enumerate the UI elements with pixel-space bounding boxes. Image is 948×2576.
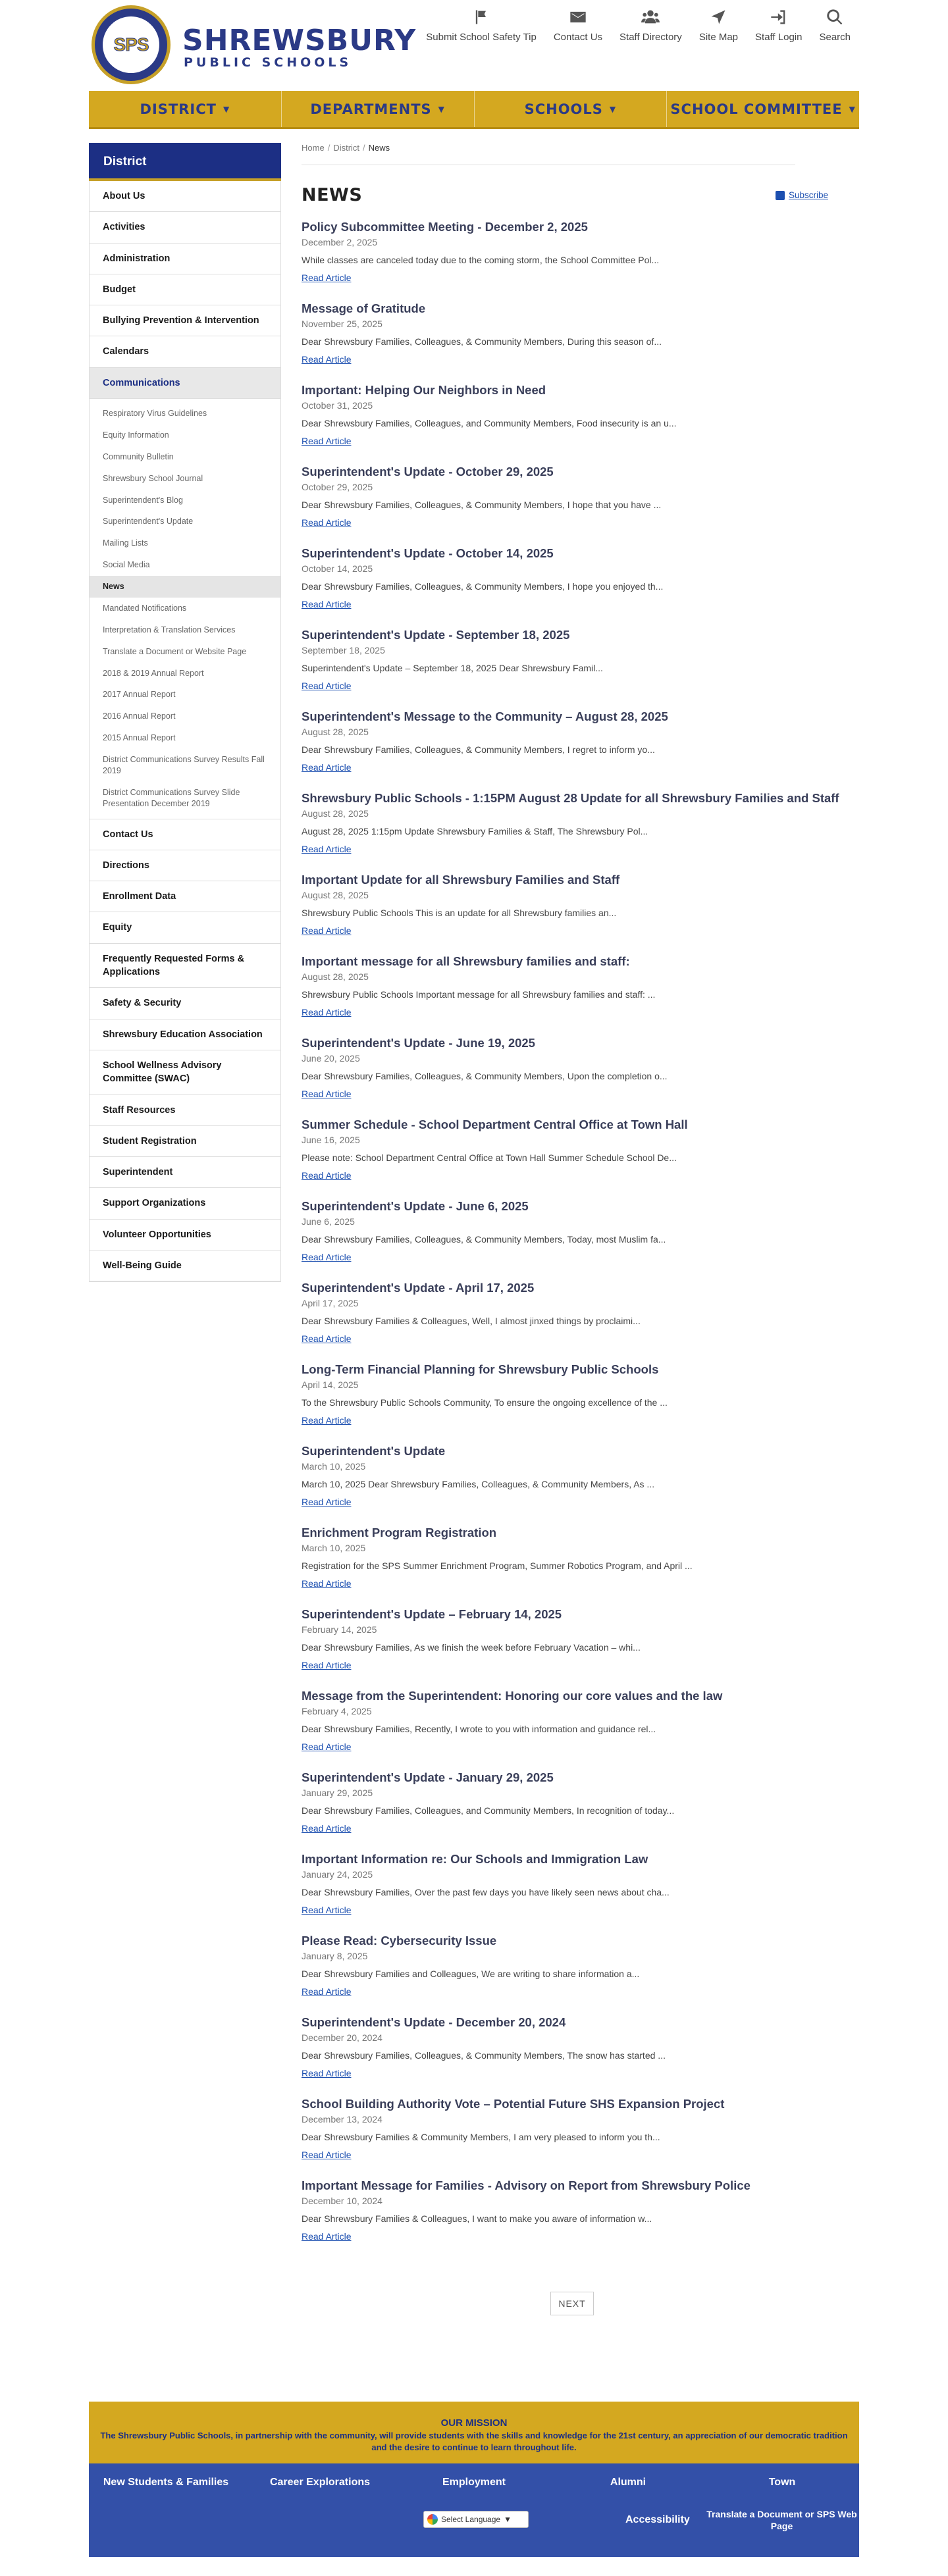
accessibility-link[interactable]: Accessibility xyxy=(625,2514,690,2525)
article-title[interactable]: Message from the Superintendent: Honoring our core values and the law xyxy=(302,1689,723,1703)
sidebar-item-sea[interactable]: Shrewsbury Education Association xyxy=(90,1019,280,1050)
subnav-item[interactable]: Interpretation & Translation Services xyxy=(103,625,236,634)
subnav-item[interactable]: Community Bulletin xyxy=(103,451,174,461)
nav-schools[interactable]: SCHOOLS ▼ xyxy=(475,91,668,127)
article-excerpt: Dear Shrewsbury Families, Over the past few days you have likely seen news about cha... xyxy=(302,1887,670,1898)
read-article-link[interactable]: Read Article xyxy=(302,762,352,773)
read-article-link[interactable]: Read Article xyxy=(302,1986,352,1997)
article-excerpt: Dear Shrewsbury Families, Colleagues, & Community Members, The snow has started ... xyxy=(302,2050,666,2061)
safety-tip-link[interactable]: Submit School Safety Tip xyxy=(417,8,545,43)
news-article xyxy=(302,2015,856,2096)
news-article xyxy=(302,872,856,954)
article-title[interactable]: Important Update for all Shrewsbury Families and Staff xyxy=(302,873,620,887)
article-date: October 14, 2025 xyxy=(302,563,373,575)
site-map-link[interactable]: Site Map xyxy=(691,8,747,43)
subnav-item[interactable]: District Communications Survey Slide Presentation December 2019 xyxy=(103,787,240,808)
article-title[interactable]: Superintendent's Update - September 18, 2025 xyxy=(302,628,570,642)
read-article-link[interactable]: Read Article xyxy=(302,1007,352,1018)
read-article-link[interactable]: Read Article xyxy=(302,1089,352,1100)
article-date: August 28, 2025 xyxy=(302,808,369,819)
article-date: December 13, 2024 xyxy=(302,2114,382,2125)
chevron-down-icon: ▼ xyxy=(609,104,617,114)
subnav-item-news[interactable]: News xyxy=(90,576,280,598)
article-title[interactable]: Shrewsbury Public Schools - 1:15PM August 28 Update for all Shrewsbury Families and Staff xyxy=(302,791,839,805)
article-excerpt: Dear Shrewsbury Families & Colleagues, I want to make you aware of information w... xyxy=(302,2213,652,2225)
article-excerpt: Dear Shrewsbury Families, Colleagues, & Community Members, Today, most Muslim fa... xyxy=(302,1234,666,1245)
users-icon xyxy=(641,8,660,26)
news-article xyxy=(302,627,856,709)
news-article xyxy=(302,709,856,790)
sidebar-item-about-us[interactable]: About Us xyxy=(90,181,280,212)
breadcrumb-district[interactable]: District xyxy=(333,143,360,153)
sidebar-item-administration[interactable]: Administration xyxy=(90,244,280,274)
subnav-item[interactable]: Social Media xyxy=(103,560,150,570)
next-page-button[interactable]: NEXT xyxy=(550,2292,594,2315)
article-date: April 17, 2025 xyxy=(302,1298,359,1309)
news-article xyxy=(302,1035,856,1117)
subnav-item[interactable]: 2017 Annual Report xyxy=(103,690,176,700)
news-article xyxy=(302,301,856,382)
article-title[interactable]: Please Read: Cybersecurity Issue xyxy=(302,1934,497,1947)
article-date: June 16, 2025 xyxy=(302,1135,360,1146)
news-article xyxy=(302,1198,856,1280)
article-excerpt: Dear Shrewsbury Families, As we finish the week before February Vacation – whi... xyxy=(302,1642,641,1653)
article-title[interactable]: Important Information re: Our Schools and Immigration Law xyxy=(302,1852,648,1866)
news-article xyxy=(302,1525,856,1607)
news-article xyxy=(302,1933,856,2015)
read-article-link[interactable]: Read Article xyxy=(302,844,352,855)
read-article-link[interactable]: Read Article xyxy=(302,1333,352,1345)
sidebar-item-bullying-prevention[interactable]: Bullying Prevention & Intervention xyxy=(90,305,280,336)
news-article xyxy=(302,954,856,1035)
subscribe-link[interactable]: Subscribe xyxy=(776,190,828,200)
article-date: December 10, 2024 xyxy=(302,2196,382,2207)
news-article xyxy=(302,2096,856,2178)
footer-link-alumni[interactable]: Alumni xyxy=(610,2477,646,2488)
read-article-link[interactable]: Read Article xyxy=(302,272,352,284)
article-title[interactable]: Policy Subcommittee Meeting - December 2, 2025 xyxy=(302,220,588,234)
read-article-link[interactable]: Read Article xyxy=(302,1578,352,1589)
article-excerpt: Registration for the SPS Summer Enrichment Program, Summer Robotics Program, and April ... xyxy=(302,1560,693,1572)
article-title[interactable]: Important Message for Families - Advisory on Report from Shrewsbury Police xyxy=(302,2178,750,2192)
flag-icon xyxy=(472,8,490,26)
sidebar-item-directions[interactable]: Directions xyxy=(90,850,280,881)
location-arrow-icon xyxy=(709,8,727,26)
article-title[interactable]: Message of Gratitude xyxy=(302,301,426,315)
article-date: August 28, 2025 xyxy=(302,727,369,738)
read-article-link[interactable]: Read Article xyxy=(302,599,352,610)
article-title[interactable]: Summer Schedule - School Department Central Office at Town Hall xyxy=(302,1118,688,1131)
subnav-item[interactable]: District Communications Survey Results Fall 2019 xyxy=(103,755,265,775)
sidebar-item-budget[interactable]: Budget xyxy=(90,274,280,305)
subnav-item[interactable]: Mailing Lists xyxy=(103,538,148,548)
article-date: March 10, 2025 xyxy=(302,1461,366,1472)
news-article xyxy=(302,382,856,464)
staff-login-link[interactable]: Staff Login xyxy=(747,8,810,43)
school-name[interactable]: SHREWSBURY xyxy=(182,24,417,57)
article-date: August 28, 2025 xyxy=(302,890,369,901)
article-date: June 20, 2025 xyxy=(302,1053,360,1064)
footer-link-employment[interactable]: Employment xyxy=(442,2477,506,2488)
sidebar-item-communications[interactable]: Communications xyxy=(90,368,280,399)
read-article-link[interactable]: Read Article xyxy=(302,354,352,365)
read-article-link[interactable]: Read Article xyxy=(302,681,352,692)
mission-text: The Shrewsbury Public Schools, in partnership with the community, will provide students with the skills and knowledge for the 21st century, an appreciation of our democratic tradition and the desire to continue to learn throughout life. xyxy=(100,2431,848,2452)
nav-district[interactable]: DISTRICT ▼ xyxy=(89,91,282,127)
footer-link-career[interactable]: Career Explorations xyxy=(269,2477,371,2488)
mission-banner xyxy=(89,2402,859,2463)
read-article-link[interactable]: Read Article xyxy=(302,1660,352,1671)
subnav-item[interactable]: Respiratory Virus Guidelines xyxy=(103,409,207,419)
article-excerpt: To the Shrewsbury Public Schools Community, To ensure the ongoing excellence of the ... xyxy=(302,1397,668,1408)
read-article-link[interactable]: Read Article xyxy=(302,2068,352,2079)
article-date: February 4, 2025 xyxy=(302,1706,372,1717)
sidebar-item-safety[interactable]: Safety & Security xyxy=(90,988,280,1019)
subnav-item[interactable]: Equity Information xyxy=(103,430,169,440)
article-title[interactable]: Enrichment Program Registration xyxy=(302,1526,497,1539)
chevron-down-icon: ▼ xyxy=(438,104,445,114)
sidebar-item-enrollment-data[interactable]: Enrollment Data xyxy=(90,881,280,912)
read-article-link[interactable]: Read Article xyxy=(302,1170,352,1181)
article-excerpt: Dear Shrewsbury Families & Community Members, I am very pleased to inform you th... xyxy=(302,2132,660,2143)
article-excerpt: Dear Shrewsbury Families, Colleagues, and Community Members, Food insecurity is an u... xyxy=(302,418,677,429)
mission-heading: OUR MISSION xyxy=(440,2417,508,2429)
read-article-link[interactable]: Read Article xyxy=(302,436,352,447)
google-icon xyxy=(427,2514,438,2525)
breadcrumb: Home / District / News xyxy=(302,143,795,165)
sidebar-item-contact-us[interactable]: Contact Us xyxy=(90,819,280,850)
news-article xyxy=(302,1117,856,1198)
sidebar-item-superintendent[interactable]: Superintendent xyxy=(90,1157,280,1188)
main-content xyxy=(302,143,856,2259)
news-article xyxy=(302,546,856,627)
read-article-link[interactable]: Read Article xyxy=(302,2150,352,2161)
sidebar-item-activities[interactable]: Activities xyxy=(90,212,280,243)
article-title[interactable]: Long-Term Financial Planning for Shrewsbury Public Schools xyxy=(302,1362,659,1376)
article-excerpt: Dear Shrewsbury Families and Colleagues, We are writing to share information a... xyxy=(302,1969,640,1980)
read-article-link[interactable]: Read Article xyxy=(302,1252,352,1263)
footer-links xyxy=(89,2477,859,2488)
article-date: October 31, 2025 xyxy=(302,400,373,411)
news-article xyxy=(302,1851,856,1933)
nav-departments[interactable]: DEPARTMENTS ▼ xyxy=(282,91,475,127)
article-title[interactable]: Superintendent's Update - October 14, 2025 xyxy=(302,546,554,560)
subnav-item[interactable]: Translate a Document or Website Page xyxy=(103,646,247,656)
site-header xyxy=(89,0,859,89)
rss-icon xyxy=(776,191,785,200)
article-date: April 14, 2025 xyxy=(302,1379,359,1391)
chevron-down-icon: ▼ xyxy=(223,104,230,114)
subnav-item[interactable]: Mandated Notifications xyxy=(103,603,187,613)
article-excerpt: August 28, 2025 1:15pm Update Shrewsbury Families & Staff, The Shrewsbury Pol... xyxy=(302,826,648,837)
article-title[interactable]: Superintendent's Update - April 17, 2025 xyxy=(302,1281,535,1295)
article-excerpt: Dear Shrewsbury Families, Colleagues, & Community Members, Upon the completion o... xyxy=(302,1071,668,1082)
district-seal-logo[interactable] xyxy=(92,5,171,84)
read-article-link[interactable]: Read Article xyxy=(302,1741,352,1753)
sidebar-item-volunteer[interactable]: Volunteer Opportunities xyxy=(90,1220,280,1250)
sidebar-list xyxy=(89,181,281,1282)
article-excerpt: March 10, 2025 Dear Shrewsbury Families, Colleagues, & Community Members, As ... xyxy=(302,1479,655,1490)
school-subtitle: PUBLIC SCHOOLS xyxy=(184,55,352,70)
article-title[interactable]: Important message for all Shrewsbury families and staff: xyxy=(302,954,630,968)
news-article xyxy=(302,1443,856,1525)
read-article-link[interactable]: Read Article xyxy=(302,517,352,528)
article-title[interactable]: Superintendent's Update - June 6, 2025 xyxy=(302,1199,529,1213)
subnav-item[interactable]: 2016 Annual Report xyxy=(103,711,176,721)
article-excerpt: While classes are canceled today due to the coming storm, the School Committee Pol... xyxy=(302,255,660,266)
read-article-link[interactable]: Read Article xyxy=(302,2231,352,2242)
page-title: NEWS xyxy=(302,185,363,205)
sidebar-item-equity[interactable]: Equity xyxy=(90,912,280,943)
news-list xyxy=(302,219,856,2259)
sidebar-item-well-being[interactable]: Well-Being Guide xyxy=(90,1250,280,1281)
subnav-item[interactable]: 2015 Annual Report xyxy=(103,733,176,743)
nav-school-committee[interactable]: SCHOOL COMMITTEE ▼ xyxy=(670,101,856,117)
article-date: June 6, 2025 xyxy=(302,1216,355,1227)
translate-document-link[interactable]: Translate a Document or SPS Web Page xyxy=(706,2509,857,2532)
subnav-item[interactable]: Superintendent's Update xyxy=(103,517,194,527)
search-icon xyxy=(826,8,844,26)
breadcrumb-home[interactable]: Home xyxy=(302,143,325,153)
sidebar-item-support-orgs[interactable]: Support Organizations xyxy=(90,1188,280,1219)
article-title[interactable]: Superintendent's Update – February 14, 2025 xyxy=(302,1607,562,1621)
news-article xyxy=(302,219,856,301)
article-title[interactable]: Superintendent's Update - January 29, 2025 xyxy=(302,1770,554,1784)
article-title[interactable]: Superintendent's Update - October 29, 2025 xyxy=(302,465,554,478)
read-article-link[interactable]: Read Article xyxy=(302,1905,352,1916)
sidebar-item-staff-resources[interactable]: Staff Resources xyxy=(90,1095,280,1126)
sidebar-item-swac[interactable]: School Wellness Advisory Committee (SWAC) xyxy=(90,1050,280,1095)
article-excerpt: Shrewsbury Public Schools This is an update for all Shrewsbury families an... xyxy=(302,908,617,919)
article-excerpt: Dear Shrewsbury Families, Recently, I wrote to you with information and guidance rel... xyxy=(302,1724,656,1735)
staff-directory-link[interactable]: Staff Directory xyxy=(611,8,691,43)
article-date: January 8, 2025 xyxy=(302,1951,368,1962)
news-article xyxy=(302,790,856,872)
article-date: December 2, 2025 xyxy=(302,237,378,248)
article-date: August 28, 2025 xyxy=(302,971,369,983)
article-date: December 20, 2024 xyxy=(302,2032,382,2044)
sidebar-item-student-registration[interactable]: Student Registration xyxy=(90,1126,280,1157)
article-title[interactable]: School Building Authority Vote – Potential Future SHS Expansion Project xyxy=(302,2097,725,2111)
search-link[interactable]: Search xyxy=(810,8,859,43)
sidebar xyxy=(89,143,281,1282)
news-article xyxy=(302,1280,856,1362)
language-select[interactable]: Select Language ▼ xyxy=(423,2511,529,2528)
article-date: September 18, 2025 xyxy=(302,645,385,656)
article-excerpt: Superintendent's Update – September 18, 2025 Dear Shrewsbury Famil... xyxy=(302,663,603,674)
article-date: February 14, 2025 xyxy=(302,1624,377,1636)
article-excerpt: Please note: School Department Central Office at Town Hall Summer Schedule School De... xyxy=(302,1152,677,1164)
main-nav xyxy=(89,91,859,129)
logo-initials: SPS xyxy=(113,34,149,55)
chevron-down-icon: ▼ xyxy=(504,2515,512,2524)
article-excerpt: Shrewsbury Public Schools Important message for all Shrewsbury families and staff: ... xyxy=(302,989,656,1000)
sidebar-item-forms[interactable]: Frequently Requested Forms & Applications xyxy=(90,944,280,989)
footer-link-new-students[interactable]: New Students & Families xyxy=(103,2477,229,2488)
article-excerpt: Dear Shrewsbury Families, Colleagues, & Community Members, During this season of... xyxy=(302,336,662,348)
news-article xyxy=(302,2178,856,2259)
article-date: January 24, 2025 xyxy=(302,1869,373,1880)
sidebar-subnav xyxy=(90,399,280,819)
subnav-item[interactable]: 2018 & 2019 Annual Report xyxy=(103,668,204,678)
article-date: October 29, 2025 xyxy=(302,482,373,493)
article-excerpt: Dear Shrewsbury Families, Colleagues, & Community Members, I hope that you have ... xyxy=(302,500,662,511)
news-article xyxy=(302,464,856,546)
article-excerpt: Dear Shrewsbury Families & Colleagues, Well, I almost jinxed things by proclaimi... xyxy=(302,1316,641,1327)
read-article-link[interactable]: Read Article xyxy=(302,1823,352,1834)
sidebar-heading[interactable]: District xyxy=(89,143,281,181)
article-title[interactable]: Superintendent's Update - June 19, 2025 xyxy=(302,1036,535,1050)
contact-us-link[interactable]: Contact Us xyxy=(545,8,611,43)
subnav-item[interactable]: Shrewsbury School Journal xyxy=(103,473,203,483)
article-title[interactable]: Superintendent's Update - December 20, 2024 xyxy=(302,2015,566,2029)
news-article xyxy=(302,1362,856,1443)
article-title[interactable]: Superintendent's Message to the Community – August 28, 2025 xyxy=(302,709,668,723)
utility-nav xyxy=(417,8,859,43)
envelope-icon xyxy=(569,8,587,26)
news-article xyxy=(302,1607,856,1688)
subnav-item[interactable]: Superintendent's Blog xyxy=(103,495,183,505)
read-article-link[interactable]: Read Article xyxy=(302,925,352,937)
article-date: March 10, 2025 xyxy=(302,1543,366,1554)
site-footer xyxy=(89,2463,859,2557)
news-article xyxy=(302,1688,856,1770)
breadcrumb-current: News xyxy=(368,143,390,153)
chevron-down-icon: ▼ xyxy=(849,104,856,114)
read-article-link[interactable]: Read Article xyxy=(302,1497,352,1508)
article-date: November 25, 2025 xyxy=(302,319,382,330)
sidebar-item-calendars[interactable]: Calendars xyxy=(90,336,280,367)
footer-link-town[interactable]: Town xyxy=(768,2477,796,2488)
article-excerpt: Dear Shrewsbury Families, Colleagues, & Community Members, I regret to inform yo... xyxy=(302,744,655,756)
article-title[interactable]: Superintendent's Update xyxy=(302,1444,446,1458)
article-date: January 29, 2025 xyxy=(302,1788,373,1799)
news-article xyxy=(302,1770,856,1851)
article-excerpt: Dear Shrewsbury Families, Colleagues, and Community Members, In recognition of today... xyxy=(302,1805,675,1816)
article-excerpt: Dear Shrewsbury Families, Colleagues, & Community Members, I hope you enjoyed th... xyxy=(302,581,664,592)
article-title[interactable]: Important: Helping Our Neighbors in Need xyxy=(302,383,546,397)
read-article-link[interactable]: Read Article xyxy=(302,1415,352,1426)
sign-in-icon xyxy=(770,8,788,26)
